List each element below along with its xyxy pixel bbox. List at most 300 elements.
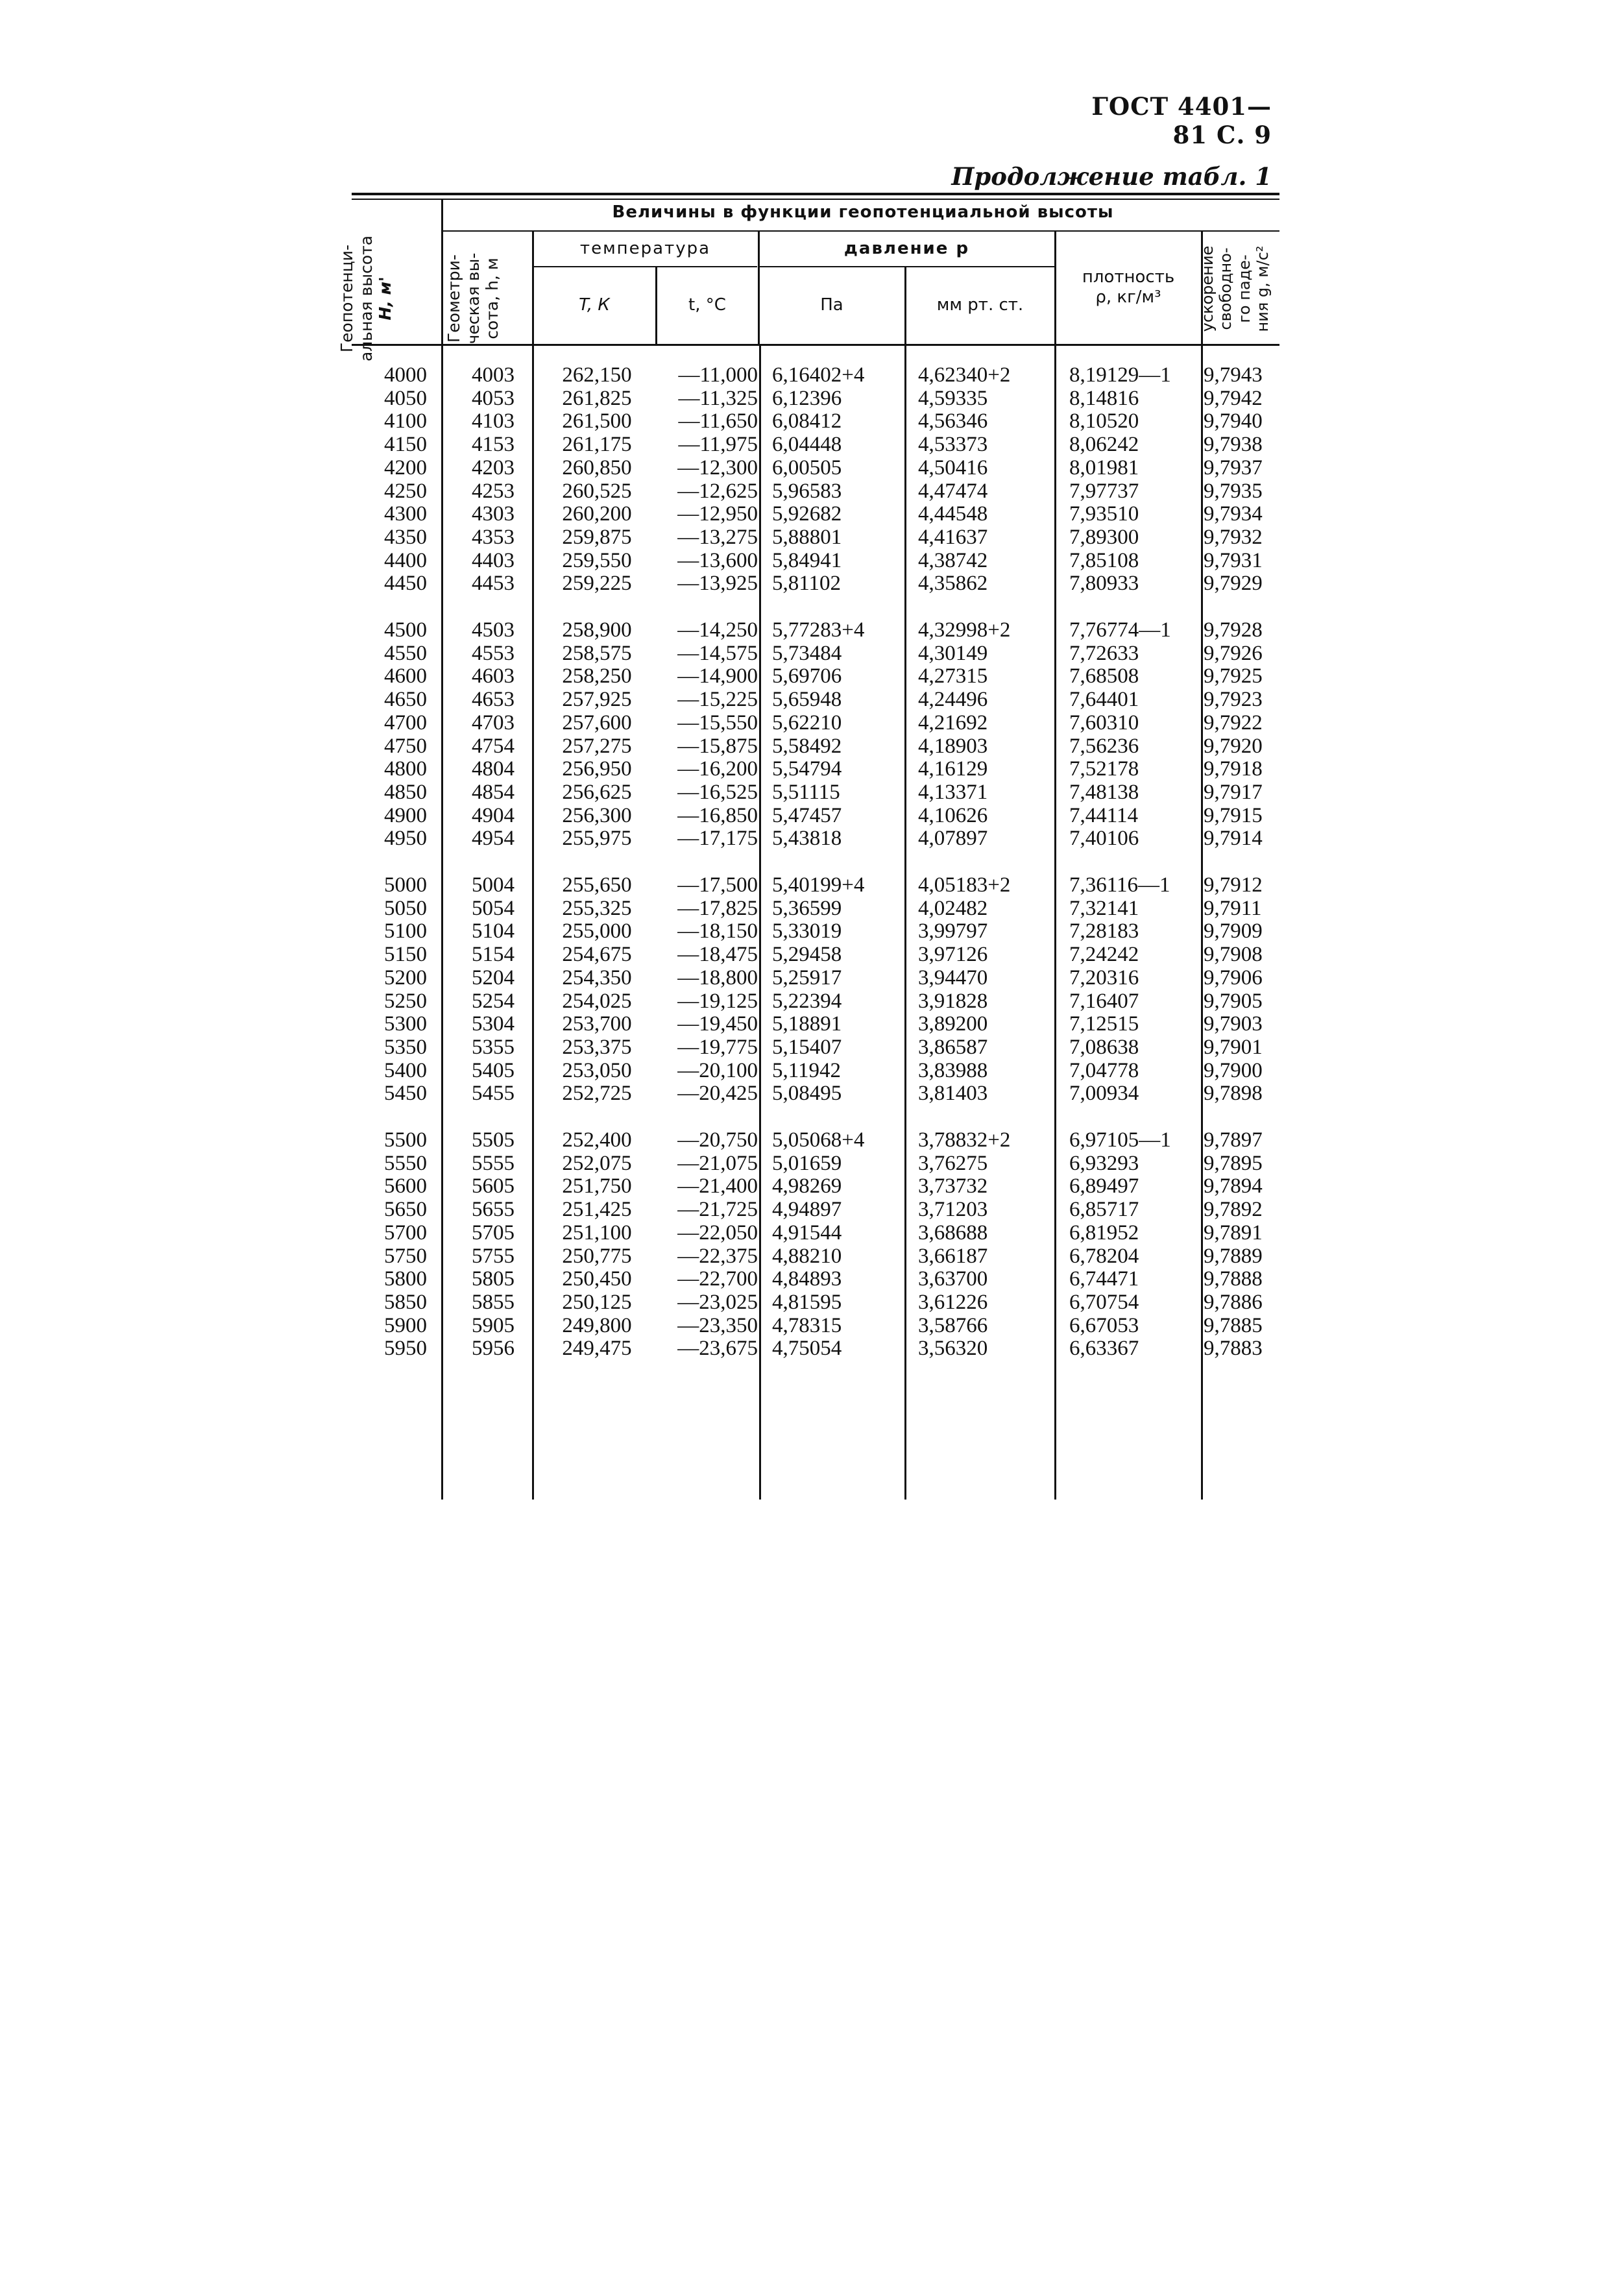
table-row	[0, 526, 1624, 549]
header-line: Геометри-	[444, 254, 463, 343]
table-cell: —13,925	[677, 572, 758, 596]
table-cell: 7,85108	[1069, 548, 1139, 572]
table-cell: 7,60310	[1069, 711, 1139, 735]
table-cell: 9,7920	[1204, 734, 1263, 758]
table-cell: 4904	[472, 803, 515, 827]
table-cell: 9,7928	[1204, 618, 1263, 642]
table-cell: —17,825	[677, 896, 758, 920]
header-line: ческая вы-	[463, 252, 483, 345]
table-cell: 259,225	[562, 572, 632, 596]
table-cell: 5,40199+4	[772, 873, 865, 897]
table-cell: 3,63700	[918, 1267, 988, 1291]
header-line: свободно-	[1217, 247, 1235, 330]
table-cell: 5655	[472, 1198, 515, 1222]
table-cell: 260,200	[562, 502, 632, 526]
table-row	[0, 897, 1624, 920]
table-cell: 9,7888	[1204, 1267, 1263, 1291]
table-row	[0, 804, 1624, 827]
table-cell: 9,7906	[1204, 966, 1263, 990]
table-row	[0, 1221, 1624, 1245]
table-cell: 5200	[384, 966, 427, 990]
table-cell: 9,7900	[1204, 1058, 1263, 1082]
table-cell: 3,66187	[918, 1244, 988, 1268]
table-cell: 4203	[472, 456, 515, 480]
table-cell: 5950	[384, 1337, 427, 1361]
table-cell: 3,61226	[918, 1290, 988, 1314]
table-cell: 4754	[472, 734, 515, 758]
table-row	[0, 1267, 1624, 1291]
table-cell: 4703	[472, 711, 515, 735]
table-cell: 5,88801	[772, 525, 842, 549]
table-cell: —14,250	[677, 618, 758, 642]
table-cell: 9,7914	[1204, 827, 1263, 851]
table-cell: 7,76774—1	[1069, 618, 1171, 642]
table-row	[0, 827, 1624, 850]
table-cell: 4,50416	[918, 456, 988, 480]
table-cell: 9,7915	[1204, 803, 1263, 827]
table-cell: 254,350	[562, 966, 632, 990]
header-line: ния g, м/с²	[1253, 245, 1272, 332]
table-cell: 9,7889	[1204, 1244, 1263, 1268]
table-cell: 7,80933	[1069, 572, 1139, 596]
table-cell: 6,74471	[1069, 1267, 1139, 1291]
table-cell: —19,450	[677, 1012, 758, 1036]
table-cell: 4,07897	[918, 827, 988, 851]
header-geometric-height	[444, 237, 529, 360]
table-cell: 4350	[384, 525, 427, 549]
table-cell: —23,025	[677, 1290, 758, 1314]
table-cell: 9,7938	[1204, 433, 1263, 457]
table-cell: 4,27315	[918, 664, 988, 688]
table-row	[0, 433, 1624, 456]
table-cell: 9,7929	[1204, 572, 1263, 596]
table-cell: 4,30149	[918, 641, 988, 665]
table-cell: 7,08638	[1069, 1035, 1139, 1059]
table-cell: 9,7891	[1204, 1221, 1263, 1245]
table-cell: 252,725	[562, 1082, 632, 1106]
table-cell: —21,075	[677, 1151, 758, 1175]
table-cell: 5,47457	[772, 803, 842, 827]
table-row	[0, 757, 1624, 781]
table-cell: 9,7934	[1204, 502, 1263, 526]
table-cell: 4,41637	[918, 525, 988, 549]
table-cell: 4103	[472, 409, 515, 433]
table-cell: —19,125	[677, 989, 758, 1013]
table-cell: 7,52178	[1069, 757, 1139, 781]
table-cell: 259,550	[562, 548, 632, 572]
table-cell: 5,92682	[772, 502, 842, 526]
table-row	[0, 1314, 1624, 1337]
table-cell: 3,78832+2	[918, 1128, 1011, 1152]
table-cell: 4400	[384, 548, 427, 572]
table-cell: 5,65948	[772, 688, 842, 712]
table-cell: 6,00505	[772, 456, 842, 480]
table-cell: 4,62340+2	[918, 363, 1011, 387]
table-cell: 5,43818	[772, 827, 842, 851]
table-cell: 5,33019	[772, 919, 842, 943]
table-cell: 9,7894	[1204, 1174, 1263, 1198]
table-cell: 8,14816	[1069, 386, 1139, 410]
table-cell: 5154	[472, 943, 515, 967]
table-top-rule	[352, 193, 1279, 195]
table-cell: 258,250	[562, 664, 632, 688]
table-cell: 8,01981	[1069, 456, 1139, 480]
table-cell: 4,59335	[918, 386, 988, 410]
table-cell: 7,48138	[1069, 780, 1139, 804]
table-cell: 255,650	[562, 873, 632, 897]
header-temperature: температура	[579, 239, 711, 258]
table-cell: 5054	[472, 896, 515, 920]
table-cell: 9,7903	[1204, 1012, 1263, 1036]
table-cell: 250,450	[562, 1267, 632, 1291]
table-cell: 4804	[472, 757, 515, 781]
table-cell: 9,7922	[1204, 711, 1263, 735]
table-cell: 9,7912	[1204, 873, 1263, 897]
table-cell: —18,800	[677, 966, 758, 990]
table-cell: —12,625	[677, 479, 758, 503]
table-cell: 4,98269	[772, 1174, 842, 1198]
table-cell: 3,56320	[918, 1337, 988, 1361]
table-cell: 256,625	[562, 780, 632, 804]
header-line: го паде-	[1235, 254, 1254, 323]
table-cell: 7,72633	[1069, 641, 1139, 665]
table-cell: 7,40106	[1069, 827, 1139, 851]
table-cell: 4000	[384, 363, 427, 387]
table-cell: —11,650	[678, 409, 758, 433]
header-geopotential-height	[337, 234, 422, 363]
table-cell: 5605	[472, 1174, 515, 1198]
table-cell: 4,94897	[772, 1198, 842, 1222]
table-cell: 4,81595	[772, 1290, 842, 1314]
header-density	[1056, 267, 1201, 308]
table-cell: 5355	[472, 1035, 515, 1059]
table-cell: 5,11942	[772, 1058, 842, 1082]
table-row	[0, 642, 1624, 665]
table-cell: 7,24242	[1069, 943, 1139, 967]
table-cell: 4353	[472, 525, 515, 549]
table-cell: —17,500	[677, 873, 758, 897]
table-cell: 262,150	[562, 363, 632, 387]
table-cell: 5,69706	[772, 664, 842, 688]
table-cell: 3,73732	[918, 1174, 988, 1198]
table-cell: —16,850	[677, 803, 758, 827]
table-cell: 7,89300	[1069, 525, 1139, 549]
table-cell: —23,350	[677, 1313, 758, 1337]
group-title-rule	[442, 230, 1279, 232]
table-row	[0, 990, 1624, 1013]
table-cell: 261,500	[562, 409, 632, 433]
table-cell: 5905	[472, 1313, 515, 1337]
table-cell: 5,15407	[772, 1035, 842, 1059]
table-cell: 6,70754	[1069, 1290, 1139, 1314]
table-cell: 9,7895	[1204, 1151, 1263, 1175]
table-cell: 252,400	[562, 1128, 632, 1152]
table-cell: 9,7892	[1204, 1198, 1263, 1222]
header-Pa: Па	[820, 295, 843, 315]
table-cell: —19,775	[677, 1035, 758, 1059]
table-cell: 5,62210	[772, 711, 842, 735]
table-cell: 9,7886	[1204, 1290, 1263, 1314]
table-cell: 5254	[472, 989, 515, 1013]
table-cell: 9,7917	[1204, 780, 1263, 804]
table-cell: 251,425	[562, 1198, 632, 1222]
table-cell: —16,200	[677, 757, 758, 781]
table-row	[0, 1174, 1624, 1198]
table-cell: 250,775	[562, 1244, 632, 1268]
table-row	[0, 456, 1624, 480]
table-cell: 7,56236	[1069, 734, 1139, 758]
table-cell: 3,86587	[918, 1035, 988, 1059]
table-cell: —17,175	[677, 827, 758, 851]
table-cell: 3,89200	[918, 1012, 988, 1036]
table-cell: 4653	[472, 688, 515, 712]
table-cell: 4500	[384, 618, 427, 642]
table-cell: —15,225	[677, 688, 758, 712]
table-row	[0, 1082, 1624, 1105]
table-cell: 4,21692	[918, 711, 988, 735]
table-cell: 4303	[472, 502, 515, 526]
table-cell: 6,93293	[1069, 1151, 1139, 1175]
table-cell: 3,81403	[918, 1082, 988, 1106]
table-cell: 5855	[472, 1290, 515, 1314]
table-cell: 9,7911	[1204, 896, 1262, 920]
table-cell: 255,000	[562, 919, 632, 943]
table-cell: 4,75054	[772, 1337, 842, 1361]
table-top-rule-thin	[352, 199, 1279, 200]
table-cell: —14,575	[677, 641, 758, 665]
table-row	[0, 409, 1624, 433]
table-cell: 9,7932	[1204, 525, 1263, 549]
table-cell: 9,7925	[1204, 664, 1263, 688]
table-cell: —16,525	[677, 780, 758, 804]
table-cell: 8,06242	[1069, 433, 1139, 457]
table-cell: 5,29458	[772, 943, 842, 967]
table-cell: 249,800	[562, 1313, 632, 1337]
table-cell: 5350	[384, 1035, 427, 1059]
table-cell: 9,7883	[1204, 1337, 1263, 1361]
table-row	[0, 735, 1624, 758]
table-cell: 254,675	[562, 943, 632, 967]
table-row	[0, 1036, 1624, 1059]
header-line: альная высота	[356, 235, 376, 362]
table-cell: 4,44548	[918, 502, 988, 526]
table-cell: 5450	[384, 1082, 427, 1106]
group-title: Величины в функции геопотенциальной высоты	[612, 202, 1114, 222]
header-mm: мм рт. ст.	[936, 295, 1024, 315]
table-cell: 255,975	[562, 827, 632, 851]
table-cell: 9,7908	[1204, 943, 1263, 967]
table-cell: 5505	[472, 1128, 515, 1152]
table-cell: 6,97105—1	[1069, 1128, 1171, 1152]
table-cell: 7,93510	[1069, 502, 1139, 526]
header-t: t, °С	[688, 295, 726, 315]
table-row	[0, 966, 1624, 990]
table-cell: 253,375	[562, 1035, 632, 1059]
table-cell: 5750	[384, 1244, 427, 1268]
table-cell: 258,900	[562, 618, 632, 642]
header-line: Геопотенци-	[337, 244, 356, 353]
header-gravity	[1198, 230, 1283, 347]
table-cell: 258,575	[562, 641, 632, 665]
table-cell: 5,84941	[772, 548, 842, 572]
table-cell: —23,675	[677, 1337, 758, 1361]
table-cell: 7,44114	[1069, 803, 1139, 827]
table-cell: 4,84893	[772, 1267, 842, 1291]
table-cell: 9,7909	[1204, 919, 1263, 943]
table-cell: 249,475	[562, 1337, 632, 1361]
table-cell: 261,825	[562, 386, 632, 410]
table-cell: —15,875	[677, 734, 758, 758]
table-cell: 4,56346	[918, 409, 988, 433]
table-cell: 4050	[384, 386, 427, 410]
table-cell: —20,100	[677, 1058, 758, 1082]
table-cell: 9,7940	[1204, 409, 1263, 433]
table-cell: —18,150	[677, 919, 758, 943]
table-cell: 9,7931	[1204, 548, 1263, 572]
table-cell: 9,7943	[1204, 363, 1263, 387]
table-cell: 4153	[472, 433, 515, 457]
table-cell: 5,58492	[772, 734, 842, 758]
table-cell: 9,7901	[1204, 1035, 1263, 1059]
table-cell: 4603	[472, 664, 515, 688]
table-row	[0, 873, 1624, 897]
table-cell: 5104	[472, 919, 515, 943]
table-cell: 5455	[472, 1082, 515, 1106]
table-cell: 6,12396	[772, 386, 842, 410]
table-cell: 4854	[472, 780, 515, 804]
table-cell: 6,04448	[772, 433, 842, 457]
header-line: сота, h, м	[483, 258, 502, 339]
table-cell: 6,78204	[1069, 1244, 1139, 1268]
table-cell: 5,51115	[772, 780, 840, 804]
table-cell: 5,22394	[772, 989, 842, 1013]
table-cell: —20,750	[677, 1128, 758, 1152]
table-row	[0, 387, 1624, 410]
table-cell: 8,10520	[1069, 409, 1139, 433]
table-row	[0, 572, 1624, 595]
header-pressure: давление p	[843, 239, 970, 258]
table-cell: 7,68508	[1069, 664, 1139, 688]
table-cell: 5,77283+4	[772, 618, 865, 642]
table-cell: 5,05068+4	[772, 1128, 865, 1152]
table-row	[0, 1152, 1624, 1175]
table-cell: —21,725	[677, 1198, 758, 1222]
header-line: ρ, кг/м³	[1095, 287, 1161, 308]
table-cell: —11,975	[678, 433, 758, 457]
table-cell: 5700	[384, 1221, 427, 1245]
table-cell: 5405	[472, 1058, 515, 1082]
table-cell: 4053	[472, 386, 515, 410]
table-cell: 5304	[472, 1012, 515, 1036]
table-cell: 3,91828	[918, 989, 988, 1013]
table-cell: 7,00934	[1069, 1082, 1139, 1106]
table-cell: 260,850	[562, 456, 632, 480]
table-cell: 252,075	[562, 1151, 632, 1175]
table-cell: 5300	[384, 1012, 427, 1036]
table-cell: 7,32141	[1069, 896, 1139, 920]
table-cell: —11,000	[678, 363, 758, 387]
table-cell: 4,18903	[918, 734, 988, 758]
table-cell: 260,525	[562, 479, 632, 503]
table-row	[0, 363, 1624, 387]
table-cell: 257,275	[562, 734, 632, 758]
table-cell: 9,7923	[1204, 688, 1263, 712]
table-cell: 4553	[472, 641, 515, 665]
table-cell: 5150	[384, 943, 427, 967]
table-cell: 4250	[384, 479, 427, 503]
table-cell: 4200	[384, 456, 427, 480]
table-cell: 3,58766	[918, 1313, 988, 1337]
table-cell: 5100	[384, 919, 427, 943]
continuation-label: Продолжение табл. 1	[951, 162, 1272, 191]
table-cell: 5004	[472, 873, 515, 897]
table-row	[0, 781, 1624, 804]
table-cell: 4403	[472, 548, 515, 572]
table-cell: 253,700	[562, 1012, 632, 1036]
table-cell: 4100	[384, 409, 427, 433]
header-line: H, м'	[376, 276, 394, 321]
table-cell: 4,13371	[918, 780, 988, 804]
table-row	[0, 1012, 1624, 1036]
table-cell: 9,7897	[1204, 1128, 1263, 1152]
table-cell: 5,96583	[772, 479, 842, 503]
table-cell: 5755	[472, 1244, 515, 1268]
table-cell: 6,67053	[1069, 1313, 1139, 1337]
table-cell: 4453	[472, 572, 515, 596]
table-cell: 251,100	[562, 1221, 632, 1245]
table-cell: 9,7918	[1204, 757, 1263, 781]
header-T: T, К	[579, 295, 610, 315]
table-cell: 4003	[472, 363, 515, 387]
temperature-rule	[533, 266, 757, 267]
table-cell: 6,89497	[1069, 1174, 1139, 1198]
table-cell: 4300	[384, 502, 427, 526]
table-row	[0, 688, 1624, 711]
table-cell: 6,63367	[1069, 1337, 1139, 1361]
table-cell: 4150	[384, 433, 427, 457]
table-cell: 5,73484	[772, 641, 842, 665]
table-cell: 5,54794	[772, 757, 842, 781]
table-cell: 3,76275	[918, 1151, 988, 1175]
table-row	[0, 711, 1624, 735]
table-cell: 9,7937	[1204, 456, 1263, 480]
table-cell: 5900	[384, 1313, 427, 1337]
table-cell: 4,35862	[918, 572, 988, 596]
table-cell: 5805	[472, 1267, 515, 1291]
table-cell: 4954	[472, 827, 515, 851]
table-cell: 9,7885	[1204, 1313, 1263, 1337]
table-cell: 4650	[384, 688, 427, 712]
table-cell: —12,950	[677, 502, 758, 526]
header-line: плотность	[1082, 267, 1175, 287]
table-cell: 7,28183	[1069, 919, 1139, 943]
table-cell: 4,16129	[918, 757, 988, 781]
table-cell: 5400	[384, 1058, 427, 1082]
table-cell: 4,24496	[918, 688, 988, 712]
table-cell: 5,08495	[772, 1082, 842, 1106]
table-row	[0, 480, 1624, 503]
header-line: ускорение	[1198, 245, 1217, 332]
table-cell: 4503	[472, 618, 515, 642]
table-cell: 5705	[472, 1221, 515, 1245]
table-cell: 251,750	[562, 1174, 632, 1198]
table-cell: 6,08412	[772, 409, 842, 433]
table-cell: 250,125	[562, 1290, 632, 1314]
table-row	[0, 1128, 1624, 1152]
table-cell: 5500	[384, 1128, 427, 1152]
table-row	[0, 1198, 1624, 1221]
table-row	[0, 664, 1624, 688]
